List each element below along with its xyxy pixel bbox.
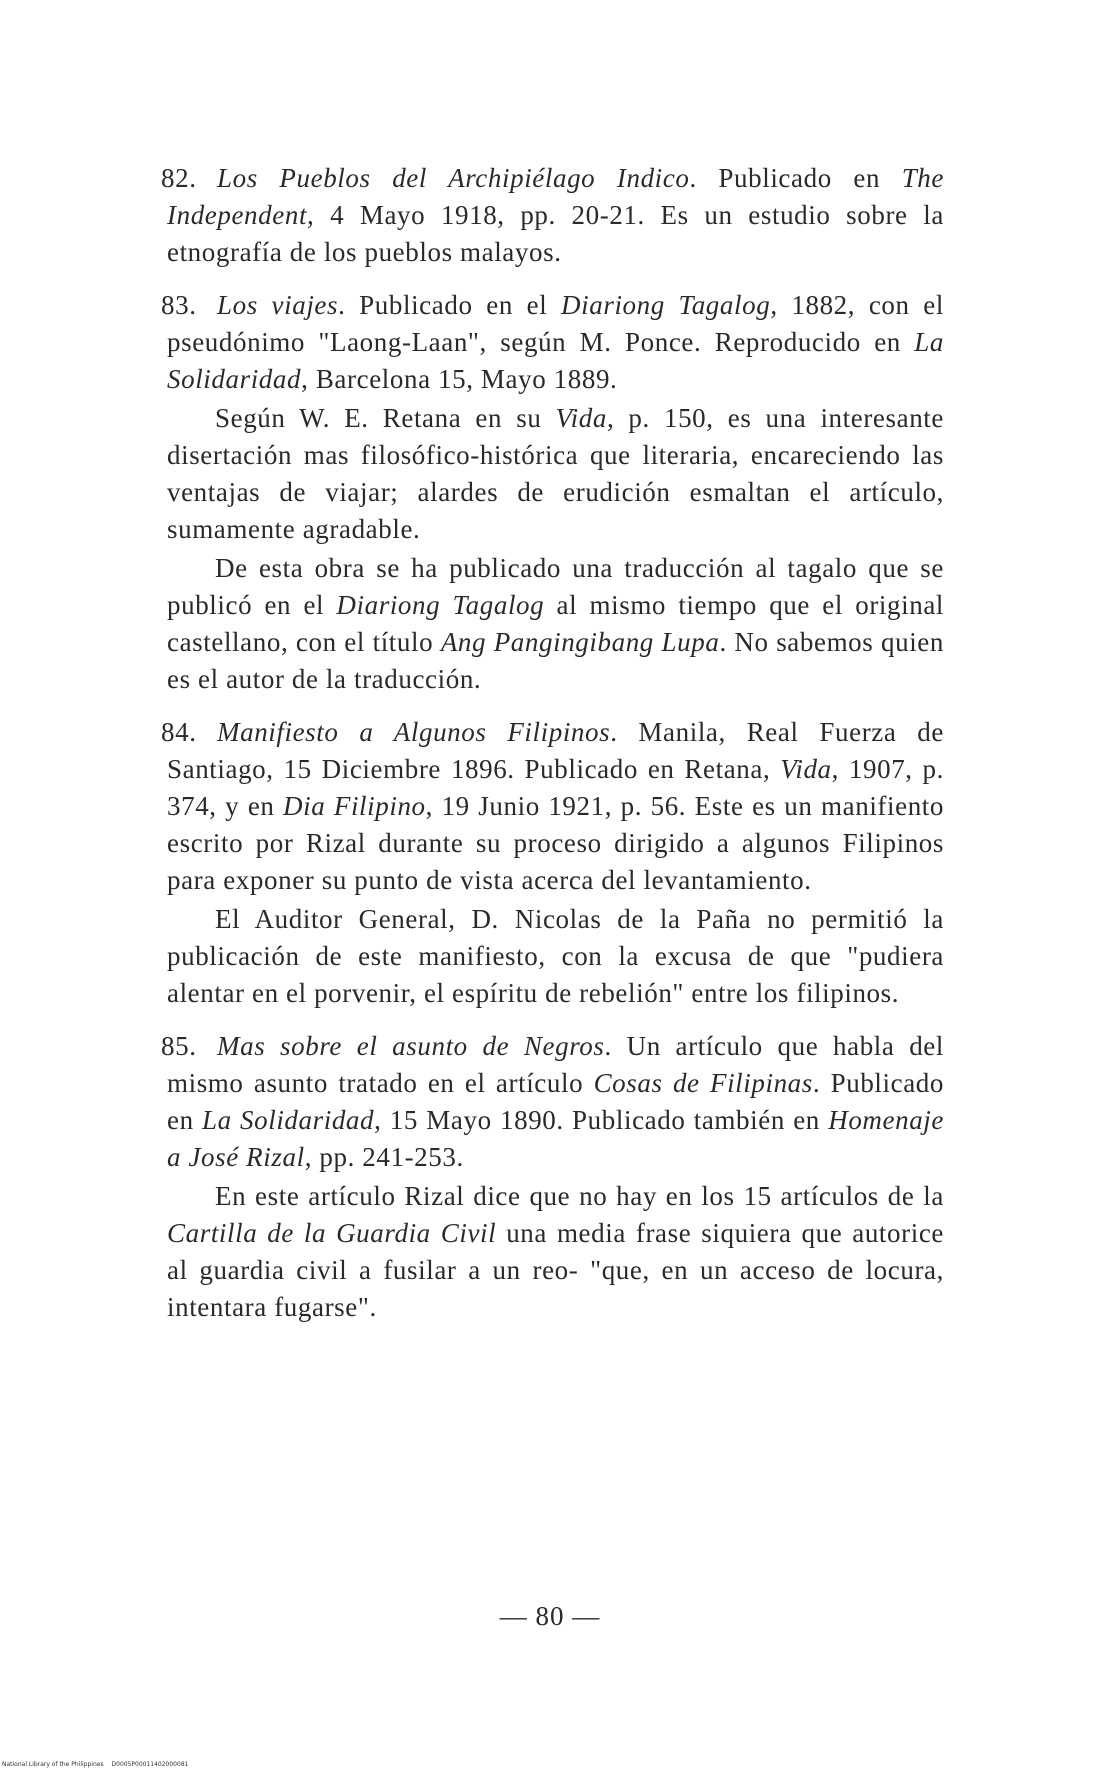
text-run: una media frase siquiera que autorice al guardia civil a fusilar a un reo- "que, en un acceso de locura, intentara fugarse".: [167, 1218, 944, 1322]
bibliography-entry: [161, 160, 944, 271]
text-run: , 19 Junio 1921, p. 56. Este es un manifiento escrito por Rizal durante su proceso dirigido a algunos Filipinos para exponer su punto de vista acerca del levantamiento.: [167, 791, 945, 895]
text-run: , 4 Mayo 1918, pp. 20-21. Es un estudio sobre la etnografía de los pueblos malayos.: [167, 200, 944, 267]
work-title: Vida: [555, 403, 607, 433]
entry-paragraph: [167, 550, 944, 698]
work-title: Los viajes: [217, 290, 339, 320]
text-run: , 1882, con el pseudónimo "Laong-Laan", según M. Ponce. Reproducido en: [167, 290, 944, 357]
text-run: . Publicado en el: [338, 290, 562, 320]
work-title: Diariong Tagalog: [561, 290, 771, 320]
entry-citation: [161, 160, 944, 271]
text-run: . Manila, Real Fuerza de Santiago, 15 Diciembre 1896. Publicado en Retana,: [167, 717, 944, 784]
text-run: . No sabemos quien es el autor de la traducción.: [167, 627, 944, 694]
text-run: . Publicado en: [167, 1068, 945, 1135]
bibliography-entry: [161, 714, 945, 1012]
work-title: Ang Pangingibang Lupa: [440, 627, 720, 657]
bibliography-entry: [161, 1028, 945, 1326]
entry-number: 83.: [161, 290, 197, 320]
text-run: , Barcelona 15, Mayo 1889.: [301, 364, 618, 394]
work-title: Mas sobre el asunto de Negros: [217, 1031, 605, 1061]
entry-number: 82.: [161, 163, 197, 193]
work-title: La Solidaridad: [167, 327, 944, 394]
work-title: Manifiesto a Algunos Filipinos: [217, 717, 611, 747]
work-title: La Solidaridad: [202, 1105, 375, 1135]
entry-paragraph: [167, 400, 944, 548]
text-run: El Auditor General, D. Nicolas de la Paña no permitió la publicación de este manifiesto, con la excusa de que "pudiera alentar en el porvenir, el espíritu de rebelión" entre los filipinos.: [167, 904, 944, 1008]
text-run: De esta obra se ha publicado una traducción al tagalo que se publicó en el: [167, 553, 944, 620]
scan-footer: [2, 1761, 194, 1768]
work-title: The Independent: [167, 163, 944, 230]
footer-institution: National Library of the Philippines: [2, 1761, 104, 1768]
entry-number: 84.: [161, 717, 197, 747]
work-title: Los Pueblos del Archipiélago Indico: [217, 163, 690, 193]
page-number: — 80 —: [499, 1601, 601, 1631]
work-title: Cosas de Filipinas: [593, 1068, 813, 1098]
entry-citation: [161, 287, 944, 398]
text-run: . Publicado en: [689, 163, 902, 193]
entry-citation: [161, 1028, 945, 1176]
entry-citation: [161, 714, 945, 899]
text-run: , p. 150, es una interesante disertación mas filosófico-histórica que literaria, encareciendo las ventajas de viajar; alardes de erudición esmaltan el artículo, sumamente agradable.: [167, 403, 944, 544]
text-run: , pp. 241-253.: [304, 1142, 464, 1172]
text-run: En este artículo Rizal dice que no hay en los 15 artículos de la: [215, 1181, 944, 1211]
text-run: . Un artículo que habla del mismo asunto tratado en el artículo: [167, 1031, 944, 1098]
text-run: Según W. E. Retana en su: [215, 403, 556, 433]
entry-paragraph: [167, 901, 944, 1012]
work-title: Dia Filipino: [283, 791, 426, 821]
text-run: al mismo tiempo que el original castellano, con el título: [167, 590, 945, 657]
entry-paragraph: [167, 1178, 944, 1326]
footer-identifier: D0005P00011402000081: [111, 1761, 189, 1768]
text-run: , 1907, p. 374, y en: [167, 754, 944, 821]
bibliography-entry: [161, 287, 945, 698]
work-title: Homenaje a José Rizal: [167, 1105, 944, 1172]
work-title: Cartilla de la Guardia Civil: [167, 1218, 497, 1248]
work-title: Diariong Tagalog: [336, 590, 545, 620]
entry-number: 85.: [161, 1031, 197, 1061]
work-title: Vida: [780, 754, 832, 784]
text-run: , 15 Mayo 1890. Publicado también en: [374, 1105, 829, 1135]
page-body: [161, 160, 945, 1342]
